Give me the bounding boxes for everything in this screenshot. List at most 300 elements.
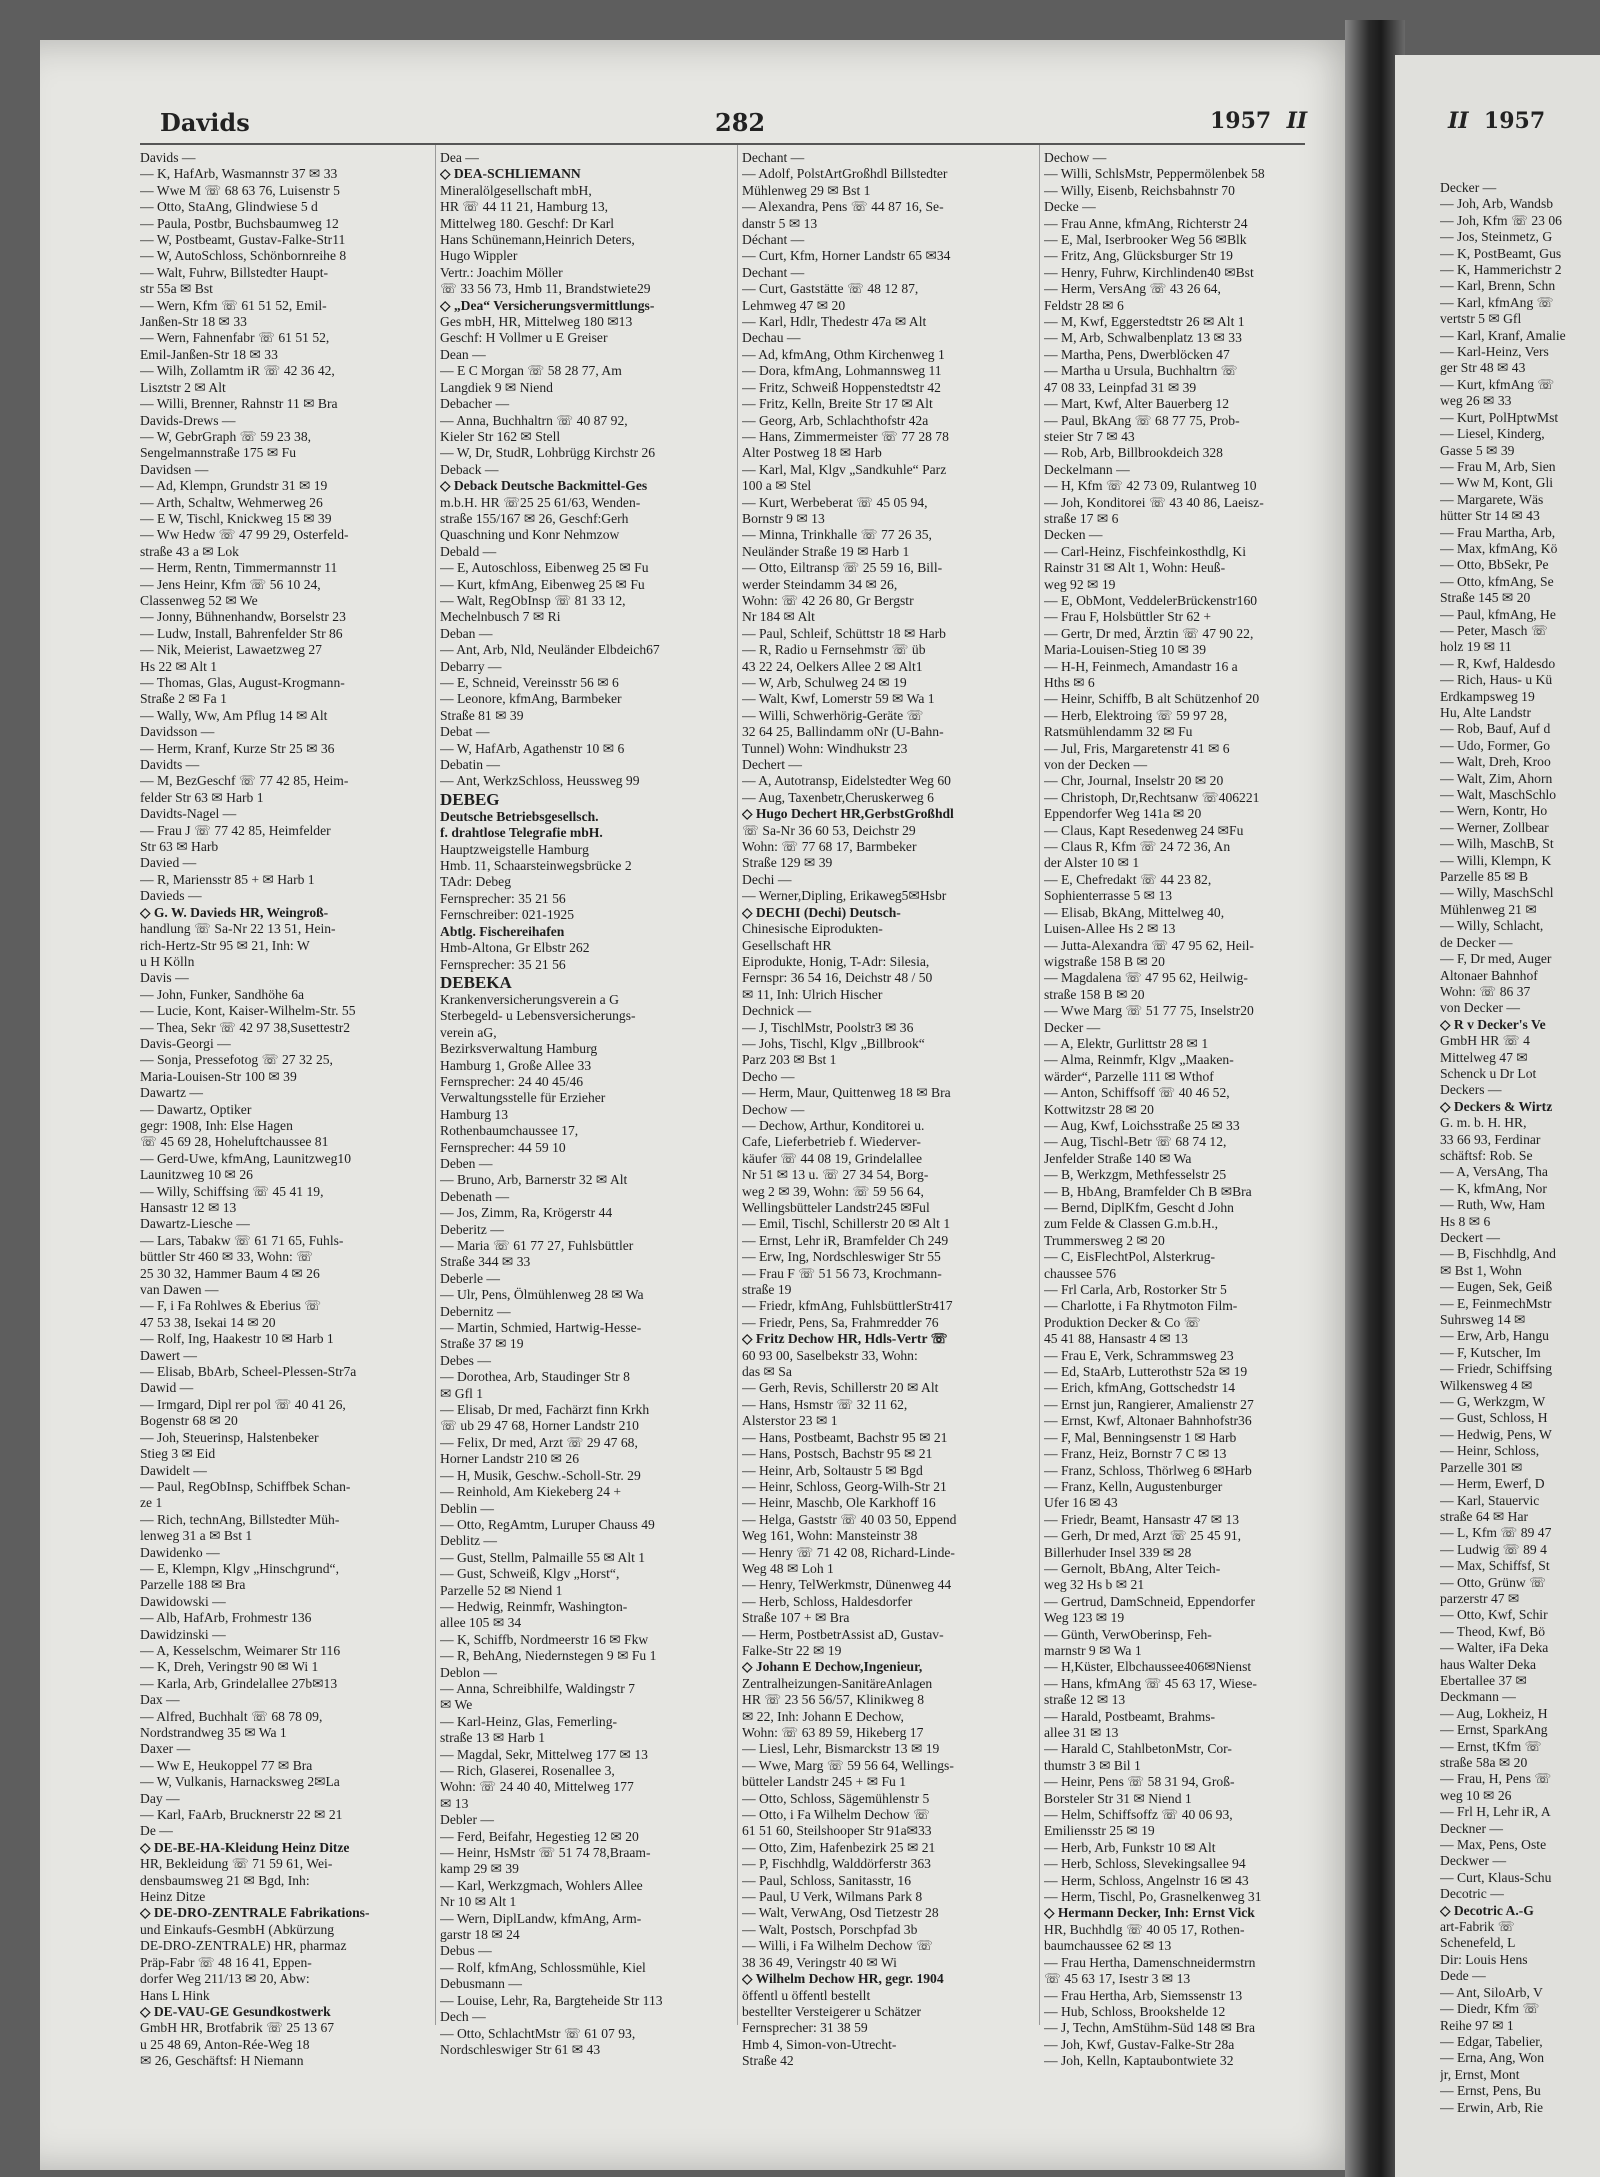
directory-entry-line: Dechi — <box>742 871 792 887</box>
directory-entry-line: garstr 18 ✉ 24 <box>440 1927 520 1943</box>
directory-entry-line: — Chr, Journal, Inselstr 20 ✉ 20 <box>1044 773 1224 789</box>
directory-entry-line: 61 51 60, Steilshooper Str 91a✉33 <box>742 1823 932 1839</box>
directory-entry-line: Mittelweg 180. Geschf: Dr Karl <box>440 215 615 231</box>
directory-entry-line: Deban — <box>440 625 493 641</box>
directory-entry-line: — Udo, Former, Go <box>1440 737 1551 753</box>
directory-entry-line: thumstr 3 ✉ Bil 1 <box>1044 1757 1141 1773</box>
directory-entry-line: — Nik, Meierist, Lawaetzweg 27 <box>140 642 322 658</box>
directory-entry-line: Bornstr 9 ✉ 13 <box>742 510 825 526</box>
directory-entry-line: Debler — <box>440 1812 494 1828</box>
directory-entry-line: — Ernst, Pens, Bu <box>1440 2083 1541 2099</box>
directory-entry-line: rich-Hertz-Str 95 ✉ 21, Inh: W <box>140 937 310 953</box>
directory-entry-line: — Willi, Schwerhörig-Geräte ☏ <box>742 707 924 723</box>
directory-entry-line: ☏ ub 29 47 68, Horner Landstr 210 <box>440 1418 639 1434</box>
directory-entry-line: ◇ Wilhelm Dechow HR, gegr. 1904 <box>742 1971 944 1987</box>
directory-entry-line: — Wwe Marg ☏ 51 77 75, Inselstr20 <box>1044 1003 1254 1019</box>
year-label: 1957 <box>1210 108 1272 134</box>
directory-entry-line: — Otto, StaAng, Glindwiese 5 d <box>140 199 318 215</box>
directory-entry-line: Präp-Fabr ☏ 48 16 41, Eppen- <box>140 1954 312 1970</box>
directory-entry-line: Davidts-Nagel — <box>140 806 237 822</box>
directory-entry-line: — Paul, Schloss, Sanitasstr, 16 <box>742 1872 912 1888</box>
directory-entry-line: — Walt, VerwAng, Osd Tietzestr 28 <box>742 1905 939 1921</box>
directory-entry-line: — Jonny, Bühnenhandw, Borselstr 23 <box>140 609 346 625</box>
directory-entry-line: — Friedr, Schiffsing <box>1440 1361 1553 1377</box>
directory-entry-line: — Claus R, Kfm ☏ 24 72 36, An <box>1044 839 1231 855</box>
directory-entry-line: — Harald, Postbeamt, Brahms- <box>1044 1708 1216 1724</box>
directory-entry-line: — K, Hammerichstr 2 <box>1440 262 1562 278</box>
running-head-year <box>1210 108 1307 134</box>
directory-entry-line: — E, Klempn, Klgv „Hinschgrund“, <box>140 1560 339 1576</box>
directory-entry-line: ☏ 45 69 28, Hoheluftchaussee 81 <box>140 1134 329 1150</box>
directory-entry-line: baumchaussee 62 ✉ 13 <box>1044 1938 1172 1954</box>
directory-entry-line: DEBEKA <box>440 972 512 992</box>
directory-entry-line: — Herb, Schloss, Slevekingsallee 94 <box>1044 1856 1246 1872</box>
directory-entry-line: — Ulr, Pens, Ölmühlenweg 28 ✉ Wa <box>440 1287 644 1303</box>
directory-entry-line: — Erna, Ang, Won <box>1440 2050 1544 2066</box>
directory-entry-line: — Jos, Zimm, Ra, Krögerstr 44 <box>440 1205 613 1221</box>
right-section-label: II <box>1448 108 1469 134</box>
directory-entry-line: Fernsprecher: 31 38 59 <box>742 2020 868 2036</box>
directory-entry-line: von der Decken — <box>1044 757 1148 773</box>
directory-entry-line: ✉ 22, Inh: Johann E Dechow, <box>742 1708 904 1724</box>
directory-entry-line: — Wern, Kfm ☏ 61 51 52, Emil- <box>140 297 327 313</box>
directory-entry-line: Deberitz — <box>440 1221 504 1237</box>
directory-entry-line: Bezirksverwaltung Hamburg <box>440 1041 598 1057</box>
directory-entry-line: — Otto, Schloss, Sägemühlenstr 5 <box>742 1790 930 1806</box>
directory-entry-line: kamp 29 ✉ 39 <box>440 1861 519 1877</box>
directory-entry-line: Debus — <box>440 1943 492 1959</box>
directory-entry-line: straße 12 ✉ 13 <box>1044 1692 1126 1708</box>
directory-entry-line: — Carl-Heinz, Fischfeinkosthdlg, Ki <box>1044 543 1246 559</box>
directory-entry-line: — Frau, H, Pens ☏ <box>1440 1771 1552 1787</box>
directory-entry-line: Wohn: ☏ 24 40 40, Mittelweg 177 <box>440 1779 634 1795</box>
directory-entry-line: — Aug, Kwf, Loichsstraße 25 ✉ 33 <box>1044 1117 1240 1133</box>
directory-entry-line: — Thea, Sekr ☏ 42 97 38,Susettestr2 <box>140 1019 351 1035</box>
directory-entry-line: — Walter, iFa Deka <box>1440 1640 1549 1656</box>
directory-entry-line: — M, BezGeschf ☏ 77 42 85, Heim- <box>140 773 349 789</box>
directory-entry-line: — Otto, kfmAng, Se <box>1440 573 1554 589</box>
directory-entry-line: — Jos, Steinmetz, G <box>1440 229 1553 245</box>
directory-entry-line: — J, Techn, AmStühm-Süd 148 ✉ Bra <box>1044 2020 1256 2036</box>
directory-entry-line: — Hans, Zimmermeister ☏ 77 28 78 <box>742 428 949 444</box>
directory-entry-line: — Helga, Gaststr ☏ 40 03 50, Eppend <box>742 1511 957 1527</box>
directory-entry-line: — Dechow, Arthur, Konditorei u. <box>742 1117 925 1133</box>
directory-entry-line: Dawert — <box>140 1347 197 1363</box>
directory-entry-line: Fernschreiber: 021-1925 <box>440 907 575 923</box>
directory-entry-line: ◇ Deckers & Wirtz <box>1440 1098 1553 1114</box>
directory-entry-line: — Georg, Arb, Schlachthofstr 42a <box>742 412 929 428</box>
directory-entry-line: G. m. b. H. HR, <box>1440 1115 1527 1131</box>
directory-entry-line: Janßen-Str 18 ✉ 33 <box>140 314 247 330</box>
directory-entry-line: — Wwe, Marg ☏ 59 56 64, Wellings- <box>742 1757 954 1773</box>
directory-entry-line: Straße 2 ✉ Fa 1 <box>140 691 227 707</box>
directory-column-2 <box>440 150 732 2058</box>
directory-entry-line: — Frau Hertha, Arb, Siemssenstr 13 <box>1044 1987 1243 2003</box>
directory-entry-line: — Friedr, Pens, Sa, Frahmredder 76 <box>742 1314 939 1330</box>
directory-entry-line: Heinz Ditze <box>140 1889 206 1905</box>
directory-entry-line: Deckwer — <box>1440 1853 1507 1869</box>
directory-entry-line: Vertr.: Joachim Möller <box>440 264 563 280</box>
directory-entry-line: — W, HafArb, Agathenstr 10 ✉ 6 <box>440 740 625 756</box>
directory-entry-line: u H Kölln <box>140 953 195 969</box>
directory-entry-line: Davis-Georgi — <box>140 1035 231 1051</box>
directory-entry-line: — Bernd, DiplKfm, Gescht d John <box>1044 1200 1234 1215</box>
directory-column-1 <box>140 150 430 2070</box>
directory-entry-line: — Emil, Tischl, Schillerstr 20 ✉ Alt 1 <box>742 1216 951 1232</box>
directory-entry-line: — Elisab, BkAng, Mittelweg 40, <box>1044 904 1225 920</box>
directory-entry-line: — Dorothea, Arb, Staudinger Str 8 <box>440 1369 630 1385</box>
directory-entry-line: Dax — <box>140 1692 180 1708</box>
directory-entry-line: — Magdal, Sekr, Mittelweg 177 ✉ 13 <box>440 1746 648 1762</box>
directory-entry-line: Weg 48 ✉ Loh 1 <box>742 1560 834 1576</box>
directory-entry-line: Fernsprecher: 35 21 56 <box>440 890 566 906</box>
directory-entry-line: — Herm, VersAng ☏ 43 26 64, <box>1044 281 1221 297</box>
directory-entry-line: — Otto, i Fa Wilhelm Dechow ☏ <box>742 1807 930 1823</box>
directory-entry-line: Stieg 3 ✉ Eid <box>140 1446 216 1462</box>
directory-entry-line: — Herb, Arb, Funkstr 10 ✉ Alt <box>1044 1839 1216 1855</box>
directory-entry-line: Parzelle 301 ✉ <box>1440 1459 1523 1475</box>
directory-entry-line: Schenck u Dr Lot <box>1440 1065 1537 1081</box>
directory-entry-line: Dechert — <box>742 757 803 773</box>
directory-entry-line: Deben — <box>440 1155 493 1171</box>
directory-entry-line: — Paula, Postbr, Buchsbaumweg 12 <box>140 215 339 231</box>
directory-entry-line: — Dora, kfmAng, Lohmannsweg 11 <box>742 363 942 379</box>
directory-entry-line: — Willi, Klempn, K <box>1440 852 1552 868</box>
directory-entry-line: — Liesel, Kinderg, <box>1440 426 1545 442</box>
directory-entry-line: — Leonore, kfmAng, Barmbeker <box>440 691 622 707</box>
directory-entry-line: weg 10 ✉ 26 <box>1440 1787 1512 1803</box>
directory-entry-line: Jenfelder Straße 140 ✉ Wa <box>1044 1150 1192 1166</box>
directory-entry-line: — Frau Anne, kfmAng, Richterstr 24 <box>1044 215 1248 231</box>
directory-entry-line: — Willi, Brenner, Rahnstr 11 ✉ Bra <box>140 396 338 412</box>
directory-entry-line: Hmb 4, Simon-von-Utrecht- <box>742 2036 897 2052</box>
directory-entry-line: Hamburg 1, Große Allee 33 <box>440 1057 592 1073</box>
directory-entry-line: — Martha u Ursula, Buchhaltrn ☏ <box>1044 363 1238 379</box>
directory-entry-line: — Willy, Eisenb, Reichsbahnstr 70 <box>1044 182 1235 198</box>
directory-entry-line: Wohn: ☏ 86 37 <box>1440 983 1531 999</box>
directory-entry-line: Dechant — <box>742 150 805 165</box>
directory-entry-line: — Ant, WerkzSchloss, Heussweg 99 <box>440 773 640 789</box>
directory-entry-line: — Kurt, PolHptwMst <box>1440 409 1559 425</box>
directory-entry-line: — Ruth, Ww, Ham <box>1440 1197 1545 1213</box>
directory-entry-line: — P, Fischhdlg, Walddörferstr 363 <box>742 1856 931 1872</box>
directory-entry-line: verein aG, <box>440 1024 497 1040</box>
directory-entry-line: — Rob, Bauf, Auf d <box>1440 721 1551 737</box>
directory-entry-line: Ratsmühlendamm 32 ✉ Fu <box>1044 724 1193 740</box>
directory-entry-line: — Magdalena ☏ 47 95 62, Heilwig- <box>1044 970 1248 986</box>
column-rule <box>737 145 738 2025</box>
directory-entry-line: — Edgar, Tabelier, <box>1440 2033 1543 2049</box>
directory-entry-line: Day — <box>140 1790 180 1806</box>
directory-entry-line: Dir: Louis Hens <box>1440 1951 1528 1967</box>
directory-entry-line: — Otto, RegAmtm, Luruper Chauss 49 <box>440 1516 655 1532</box>
directory-entry-line: — Maria ☏ 61 77 27, Fuhlsbüttler <box>440 1238 634 1253</box>
directory-entry-line: — Alma, Reinmfr, Klgv „Maaken- <box>1044 1052 1234 1068</box>
column-rule <box>435 145 436 2025</box>
directory-entry-line: Hu, Alte Landstr <box>1440 705 1531 720</box>
directory-entry-line: Dea — <box>440 150 479 165</box>
directory-entry-line: 47 53 38, Isekai 14 ✉ 20 <box>140 1314 276 1330</box>
directory-entry-line: — Felix, Dr med, Arzt ☏ 29 47 68, <box>440 1434 638 1450</box>
directory-entry-line: — Friedr, kfmAng, FuhlsbüttlerStr417 <box>742 1298 953 1314</box>
directory-entry-line: ◇ „Dea“ Versicherungsvermittlungs- <box>440 297 655 313</box>
directory-entry-line: parzerstr 47 ✉ <box>1440 1590 1520 1606</box>
directory-entry-line: Decker — <box>1440 180 1497 195</box>
directory-entry-line: Davis — <box>140 970 189 986</box>
directory-entry-line: — K, HafArb, Wasmannstr 37 ✉ 33 <box>140 166 338 182</box>
directory-entry-line: — Werner, Zollbear <box>1440 819 1549 835</box>
directory-entry-line: weg 26 ✉ 33 <box>1440 393 1512 409</box>
directory-entry-line: Davids — <box>140 150 196 165</box>
directory-entry-line: ◇ Decotric A.-G <box>1440 1902 1534 1918</box>
directory-entry-line: Bogenstr 68 ✉ 20 <box>140 1413 238 1429</box>
directory-entry-line: Hmb. 11, Schaarsteinwegsbrücke 2 <box>440 858 632 874</box>
directory-entry-line: ◇ DECHI (Dechi) Deutsch- <box>742 904 901 920</box>
directory-entry-line: — Erw, Arb, Hangu <box>1440 1328 1549 1344</box>
directory-entry-line: — B, HbAng, Bramfelder Ch B ✉Bra <box>1044 1183 1252 1199</box>
directory-entry-line: danstr 5 ✉ 13 <box>742 215 818 231</box>
directory-entry-line: ger Str 48 ✉ 43 <box>1440 360 1526 376</box>
directory-entry-line: — John, Funker, Sandhöhe 6a <box>140 986 305 1002</box>
directory-entry-line: — Hans, Postsch, Bachstr 95 ✉ 21 <box>742 1446 933 1462</box>
directory-entry-line: Trummersweg 2 ✉ 20 <box>1044 1232 1165 1248</box>
directory-entry-line: — Gertrud, DamSchneid, Eppendorfer <box>1044 1593 1256 1609</box>
directory-entry-line: der Alster 10 ✉ 1 <box>1044 855 1140 871</box>
directory-entry-line: hütter Str 14 ✉ 43 <box>1440 508 1540 524</box>
directory-entry-line: — Herm, Maur, Quittenweg 18 ✉ Bra <box>742 1085 951 1101</box>
directory-entry-line: — Sonja, Pressefotog ☏ 27 32 25, <box>140 1052 333 1068</box>
directory-entry-line: Debes — <box>440 1352 491 1368</box>
directory-entry-line: m.b.H. HR ☏25 25 61/63, Wenden- <box>440 494 641 510</box>
directory-column-right-page <box>1440 180 1600 2116</box>
directory-entry-line: art-Fabrik ☏ <box>1440 1919 1515 1935</box>
directory-entry-line: — K, kfmAng, Nor <box>1440 1180 1547 1196</box>
directory-entry-line: — Adolf, PolstArtGroßhdl Billstedter <box>742 166 948 182</box>
directory-entry-line: GmbH HR, Brotfabrik ☏ 25 13 67 <box>140 2020 335 2036</box>
directory-entry-line: Davids-Drews — <box>140 412 236 428</box>
directory-entry-line: bestellter Versteigerer u Schätzer <box>742 2003 922 2019</box>
directory-entry-line: — Theod, Kwf, Bö <box>1440 1623 1546 1639</box>
directory-entry-line: — Gust, Stellm, Palmaille 55 ✉ Alt 1 <box>440 1549 646 1565</box>
directory-entry-line: allee 105 ✉ 34 <box>440 1615 522 1631</box>
directory-entry-line: — Karl, Mal, Klgv „Sandkuhle“ Parz <box>742 461 947 477</box>
directory-entry-line: ☏ Sa-Nr 36 60 53, Deichstr 29 <box>742 822 916 838</box>
directory-entry-line: Neuländer Straße 19 ✉ Harb 1 <box>742 543 910 559</box>
directory-entry-line: — Irmgard, Dipl rer pol ☏ 40 41 26, <box>140 1396 346 1412</box>
directory-entry-line: — Henry ☏ 71 42 08, Richard-Linde- <box>742 1544 955 1560</box>
directory-entry-line: — Franz, Heiz, Bornstr 7 C ✉ 13 <box>1044 1446 1227 1462</box>
directory-entry-line: Daxer — <box>140 1741 191 1757</box>
right-year-label: 1957 <box>1483 108 1546 134</box>
directory-entry-line: TAdr: Debeg <box>440 874 512 890</box>
directory-entry-line: — R, BehAng, Niedernstegen 9 ✉ Fu 1 <box>440 1648 657 1664</box>
directory-entry-line: ◇ Hermann Decker, Inh: Ernst Vick <box>1044 1905 1255 1921</box>
directory-entry-line: — M, Kwf, Eggerstedtstr 26 ✉ Alt 1 <box>1044 314 1245 330</box>
directory-entry-line: — Gust, Schloss, H <box>1440 1410 1548 1426</box>
directory-entry-line: — Werner,Dipling, Erikaweg5✉Hsbr <box>742 888 947 904</box>
directory-entry-line: Deutsche Betriebsgesellsch. <box>440 808 599 824</box>
directory-entry-line: Nordstrandweg 35 ✉ Wa 1 <box>140 1725 287 1740</box>
directory-entry-line: — Louise, Lehr, Ra, Bargteheide Str 113 <box>440 1992 663 2008</box>
directory-entry-line: Kieler Str 162 ✉ Stell <box>440 428 561 444</box>
directory-entry-line: — Heinr, Schloss, Georg-Wilh-Str 21 <box>742 1478 947 1494</box>
directory-entry-line: straße 19 <box>742 1282 792 1298</box>
directory-entry-line: ☏ 33 56 73, Hmb 11, Brandstwiete29 <box>440 281 651 297</box>
directory-entry-line: — Otto, Zim, Hafenbezirk 25 ✉ 21 <box>742 1839 936 1855</box>
page-number: 282 <box>715 108 766 137</box>
directory-entry-line: — H-H, Feinmech, Amandastr 16 a <box>1044 658 1238 674</box>
directory-entry-line: — R, Kwf, Haldesdo <box>1440 655 1556 671</box>
directory-entry-line: — Otto, Eiltransp ☏ 25 59 16, Bill- <box>742 560 943 576</box>
directory-entry-line: Lehmweg 47 ✉ 20 <box>742 297 846 313</box>
directory-entry-line: — E, FeinmechMstr <box>1440 1295 1552 1311</box>
directory-entry-line: Nordschleswiger Str 61 ✉ 43 <box>440 2041 601 2057</box>
directory-entry-line: — Heinr, Maschb, Ole Karkhoff 16 <box>742 1495 936 1511</box>
directory-entry-line: Deblitz — <box>440 1533 498 1549</box>
directory-column-4 <box>1044 150 1334 2070</box>
directory-entry-line: — Frau J ☏ 77 42 85, Heimfelder <box>140 822 331 838</box>
directory-entry-line: — Rolf, Ing, Haakestr 10 ✉ Harb 1 <box>140 1331 334 1347</box>
directory-entry-line: Nr 184 ✉ Alt <box>742 609 815 625</box>
directory-entry-line: — Hans, Hsmstr ☏ 32 11 62, <box>742 1396 908 1412</box>
directory-entry-line: — Christoph, Dr,Rechtsanw ☏406221 <box>1044 789 1260 805</box>
directory-entry-line: Debald — <box>440 543 497 559</box>
directory-entry-line: — Frl H, Lehr iR, A <box>1440 1804 1551 1820</box>
directory-entry-line: 33 66 93, Ferdinar <box>1440 1131 1541 1147</box>
directory-entry-line: — Walt, Postsch, Porschpfad 3b <box>742 1921 918 1937</box>
directory-entry-line: — Karl, Hdlr, Thedestr 47a ✉ Alt <box>742 314 927 330</box>
directory-entry-line: ◇ DEA-SCHLIEMANN <box>440 166 581 182</box>
directory-entry-line: vertstr 5 ✉ Gfl <box>1440 311 1522 327</box>
directory-entry-line: — Walt, RegObInsp ☏ 81 33 12, <box>440 592 626 608</box>
directory-entry-line: Hths ✉ 6 <box>1044 675 1095 690</box>
directory-entry-line: Parzelle 85 ✉ B <box>1440 869 1529 885</box>
directory-entry-line: Borsteler Str 31 ✉ Niend 1 <box>1044 1790 1192 1806</box>
directory-entry-line: ◇ DE-BE-HA-Kleidung Heinz Ditze <box>140 1839 350 1855</box>
directory-entry-line: — Aug, Lokheiz, H <box>1440 1705 1548 1721</box>
directory-entry-line: Chinesische Eiprodukten- <box>742 921 883 937</box>
directory-entry-line: straße 13 ✉ Harb 1 <box>440 1730 546 1746</box>
directory-entry-line: — Frau Hertha, Damenschneidermstrn <box>1044 1954 1256 1970</box>
directory-entry-line: — Eugen, Sek, Geiß <box>1440 1279 1553 1295</box>
directory-entry-line: — Kurt, kfmAng, Eibenweg 25 ✉ Fu <box>440 576 645 592</box>
directory-entry-line: das ✉ Sa <box>742 1364 792 1380</box>
directory-entry-line: — Walt, Kwf, Lomerstr 59 ✉ Wa 1 <box>742 691 935 707</box>
directory-entry-line: — Karl, Werkzgmach, Wohlers Allee <box>440 1877 643 1893</box>
directory-entry-line: Dawid — <box>140 1380 194 1396</box>
directory-entry-line: chaussee 576 <box>1044 1265 1117 1281</box>
directory-entry-line: Dede — <box>1440 1968 1486 1984</box>
directory-entry-line: Hs 22 ✉ Alt 1 <box>140 658 218 674</box>
directory-entry-line: — Ant, Arb, Nld, Neuländer Elbdeich67 <box>440 642 660 658</box>
directory-entry-line: Parzelle 52 ✉ Niend 1 <box>440 1582 563 1598</box>
directory-entry-line: — Herm, PostbetrAssist aD, Gustav- <box>742 1626 944 1642</box>
directory-entry-line: — Otto, BbSekr, Pe <box>1440 557 1549 573</box>
directory-entry-line: — Gust, Schweiß, Klgv „Horst“, <box>440 1566 620 1582</box>
directory-entry-line: Sophienterrasse 5 ✉ 13 <box>1044 888 1173 904</box>
directory-entry-line: — Max, kfmAng, Kö <box>1440 540 1558 556</box>
directory-entry-line: Wohn: ☏ 77 68 17, Barmbeker <box>742 839 917 855</box>
directory-entry-line: — W, Postbeamt, Gustav-Falke-Str11 <box>140 232 346 248</box>
directory-entry-line: — E, Chefredakt ☏ 44 23 82, <box>1044 871 1212 887</box>
directory-entry-line: — Hans, kfmAng ☏ 45 63 17, Wiese- <box>1044 1675 1257 1691</box>
directory-entry-line: Geschf: H Vollmer u E Greiser <box>440 330 608 346</box>
directory-entry-line: Mechelnbusch 7 ✉ Ri <box>440 609 561 625</box>
directory-entry-line: ✉ Bst 1, Wohn <box>1440 1262 1522 1278</box>
directory-entry-line: — Willy, Schiffsing ☏ 45 41 19, <box>140 1183 324 1199</box>
directory-entry-line: Dechau — <box>742 330 801 346</box>
directory-entry-line: Nr 10 ✉ Alt 1 <box>440 1894 517 1910</box>
directory-entry-line: Altonaer Bahnhof <box>1440 967 1538 983</box>
directory-entry-line: Decker — <box>1044 1019 1101 1035</box>
directory-entry-line: — B, Fischhdlg, And <box>1440 1246 1556 1262</box>
directory-entry-line: — Frau Martha, Arb, <box>1440 524 1556 540</box>
directory-entry-line: straße 58a ✉ 20 <box>1440 1755 1528 1770</box>
directory-entry-line: — Frl Carla, Arb, Rostorker Str 5 <box>1044 1282 1227 1298</box>
directory-entry-line: Schenefeld, L <box>1440 1935 1516 1951</box>
directory-entry-line: Hugo Wippler <box>440 248 518 264</box>
directory-entry-line: Debatin — <box>440 757 501 773</box>
directory-entry-line: — Kurt, Werbeberat ☏ 45 05 94, <box>742 494 928 510</box>
directory-entry-line: Classenweg 52 ✉ We <box>140 592 258 608</box>
directory-column-3 <box>742 150 1034 2070</box>
directory-entry-line: — Joh, Kelln, Kaptaubontwiete 32 <box>1044 2053 1234 2069</box>
directory-entry-line: — Claus, Kapt Resedenweg 24 ✉Fu <box>1044 822 1244 838</box>
directory-entry-line: Fernspr: 36 54 16, Deichstr 48 / 50 <box>742 970 933 986</box>
directory-entry-line: 60 93 00, Saselbekstr 33, Wohn: <box>742 1347 918 1363</box>
directory-entry-line: Debernitz — <box>440 1303 511 1319</box>
directory-entry-line: dorfer Weg 211/13 ✉ 20, Abw: <box>140 1971 310 1987</box>
directory-entry-line: — Max, Schiffsf, St <box>1440 1558 1550 1574</box>
directory-entry-line: Maria-Louisen-Str 100 ✉ 39 <box>140 1068 297 1084</box>
directory-entry-line: Ebertallee 37 ✉ <box>1440 1672 1527 1688</box>
directory-entry-line: — Bruno, Arb, Barnerstr 32 ✉ Alt <box>440 1172 628 1188</box>
directory-entry-line: — Erw, Ing, Nordschleswiger Str 55 <box>742 1249 941 1265</box>
directory-entry-line: — Walt, Zim, Ahorn <box>1440 770 1553 786</box>
directory-entry-line: — Karl, kfmAng ☏ <box>1440 294 1554 310</box>
directory-entry-line: — Lucie, Kont, Kaiser-Wilhelm-Str. 55 <box>140 1003 356 1019</box>
directory-entry-line: — Alfred, Buchhalt ☏ 68 78 09, <box>140 1708 323 1724</box>
right-page-head <box>1448 108 1545 134</box>
directory-entry-line: — Gerd-Uwe, kfmAng, Launitzweg10 <box>140 1150 352 1166</box>
directory-entry-line: — Heinr, Pens ☏ 58 31 94, Groß- <box>1044 1774 1235 1790</box>
directory-entry-line: — M, Arb, Schwalbenplatz 13 ✉ 33 <box>1044 330 1242 346</box>
directory-entry-line: 43 22 24, Oelkers Allee 2 ✉ Alt1 <box>742 658 923 674</box>
directory-entry-line: — Herb, Schloss, Haldesdorfer <box>742 1593 913 1609</box>
directory-entry-line: Weg 161, Wohn: Mansteinstr 38 <box>742 1528 918 1544</box>
directory-entry-line: ✉ We <box>440 1697 473 1713</box>
directory-entry-line: holz 19 ✉ 11 <box>1440 639 1512 655</box>
directory-entry-line: — Otto, Kwf, Schir <box>1440 1607 1548 1623</box>
directory-entry-line: von Decker — <box>1440 1000 1521 1016</box>
directory-entry-line: — Margarete, Wäs <box>1440 491 1544 507</box>
directory-entry-line: — Anna, Buchhaltrn ☏ 40 87 92, <box>440 412 628 428</box>
directory-entry-line: — H, Musik, Geschw.-Scholl-Str. 29 <box>440 1467 641 1483</box>
directory-entry-line: — A, VersAng, Tha <box>1440 1164 1548 1180</box>
directory-entry-line: — Arth, Schaltw, Wehmerweg 26 <box>140 494 323 510</box>
directory-entry-line: — Reinhold, Am Kiekeberg 24 + <box>440 1484 622 1500</box>
header-rule <box>140 143 1305 145</box>
directory-entry-line: — Rob, Arb, Billbrookdeich 328 <box>1044 445 1223 461</box>
directory-entry-line: — Joh, Kwf, Gustav-Falke-Str 28a <box>1044 2036 1235 2052</box>
directory-entry-line: — Ludwig ☏ 89 4 <box>1440 1541 1547 1557</box>
directory-entry-line: — Otto, SchlachtMstr ☏ 61 07 93, <box>440 2025 636 2041</box>
directory-entry-line: — Gertr, Dr med, Ärztin ☏ 47 90 22, <box>1044 625 1254 641</box>
directory-entry-line: Mittelweg 47 ✉ <box>1440 1049 1528 1065</box>
directory-entry-line: Dechow — <box>1044 150 1107 165</box>
directory-entry-line: Mühlenweg 29 ✉ Bst 1 <box>742 182 871 198</box>
directory-entry-line: — H,Küster, Elbchaussee406✉Nienst <box>1044 1659 1252 1675</box>
